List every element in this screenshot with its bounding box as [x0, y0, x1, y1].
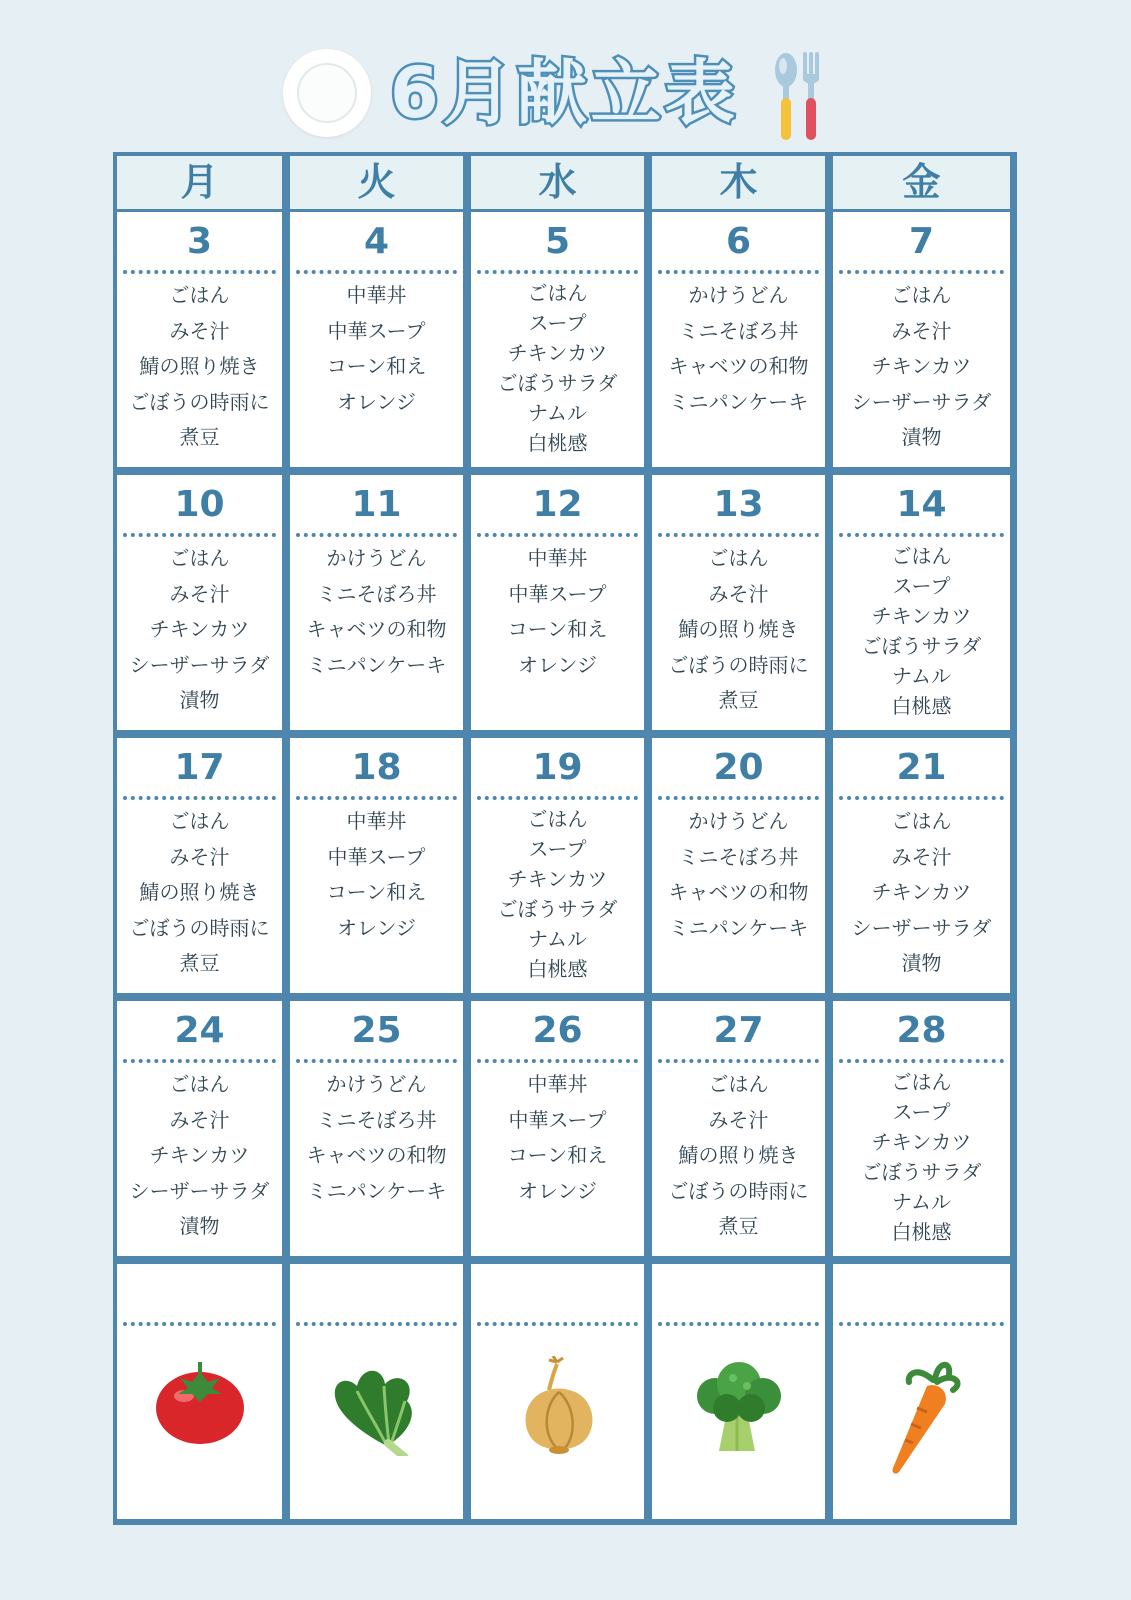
menu-item: 漬物	[179, 688, 220, 712]
page-title: 6月献立表	[390, 52, 739, 134]
menu-item: 中華丼	[527, 1072, 588, 1096]
vegetable-cell	[652, 1264, 825, 1519]
day-cell	[290, 738, 463, 993]
menu-item: 中華スープ	[508, 1107, 607, 1132]
menu-item: 煮豆	[179, 425, 220, 449]
dotted-divider	[477, 533, 638, 537]
dotted-divider	[839, 533, 1004, 537]
menu-item: みそ汁	[169, 318, 230, 343]
menu-item: シーザーサラダ	[129, 652, 270, 677]
menu-item: 鯖の照り焼き	[139, 880, 260, 904]
day-cell	[117, 475, 282, 730]
day-number: 6	[725, 221, 752, 262]
day-cell	[117, 738, 282, 993]
menu-list	[117, 1067, 282, 1256]
menu-item: かけうどん	[326, 1072, 427, 1096]
menu-item: ごぼうの時雨に	[129, 389, 270, 414]
menu-item: 白桃感	[891, 694, 952, 718]
menu-item: みそ汁	[891, 844, 952, 869]
menu-list	[290, 541, 463, 730]
menu-item: チキンカツ	[871, 1130, 972, 1154]
weekday-header-1: 月	[117, 156, 282, 209]
menu-item: 中華スープ	[327, 318, 426, 343]
menu-item: スープ	[892, 574, 951, 598]
menu-item: ナムル	[528, 927, 587, 951]
menu-item: みそ汁	[169, 1107, 230, 1132]
menu-item: ごぼうの時雨に	[668, 652, 809, 677]
dotted-divider	[658, 533, 819, 537]
menu-item: スープ	[528, 837, 587, 861]
dotted-divider	[658, 1322, 819, 1326]
header	[0, 40, 1131, 150]
dotted-divider	[658, 796, 819, 800]
menu-item: ごはん	[708, 546, 769, 570]
menu-item: ごぼうサラダ	[497, 371, 618, 395]
day-number: 12	[532, 484, 583, 525]
day-cell	[471, 212, 644, 467]
day-number: 18	[351, 747, 402, 788]
menu-item: ごぼうサラダ	[861, 1160, 982, 1184]
dotted-divider	[123, 796, 276, 800]
menu-item: ミニそぼろ丼	[316, 581, 437, 606]
day-number: 4	[363, 221, 390, 262]
menu-item: ミニパンケーキ	[668, 389, 809, 414]
menu-list	[290, 804, 463, 993]
menu-item: ごはん	[169, 1072, 230, 1096]
menu-item: チキンカツ	[871, 604, 972, 628]
dotted-divider	[296, 796, 457, 800]
menu-item: ごぼうの時雨に	[668, 1178, 809, 1203]
weekday-header-5: 金	[833, 156, 1010, 209]
day-number: 11	[351, 484, 402, 525]
day-number: 21	[896, 747, 947, 788]
menu-item: シーザーサラダ	[129, 1178, 270, 1203]
menu-item: 白桃感	[527, 957, 588, 981]
menu-item: スープ	[892, 1100, 951, 1124]
day-number: 25	[351, 1010, 402, 1051]
menu-item: チキンカツ	[149, 1143, 250, 1167]
menu-list	[117, 278, 282, 467]
menu-item: ごはん	[708, 1072, 769, 1096]
dotted-divider	[123, 1322, 276, 1326]
menu-item: 中華丼	[346, 283, 407, 307]
menu-item: ミニそぼろ丼	[316, 1107, 437, 1132]
menu-item: ミニそぼろ丼	[678, 844, 799, 869]
day-cell	[290, 212, 463, 467]
menu-list	[471, 541, 644, 730]
menu-list	[652, 541, 825, 730]
cutlery-icon	[770, 48, 830, 143]
menu-item: ごはん	[527, 807, 588, 831]
menu-item: ミニパンケーキ	[306, 1178, 447, 1203]
vegetable-cell	[290, 1264, 463, 1519]
dotted-divider	[296, 533, 457, 537]
day-cell	[652, 1001, 825, 1256]
dotted-divider	[477, 270, 638, 274]
menu-item: オレンジ	[518, 652, 597, 677]
day-number: 5	[544, 221, 571, 262]
menu-item: かけうどん	[326, 546, 427, 570]
weekday-header-row	[113, 152, 1017, 212]
dotted-divider	[296, 1059, 457, 1063]
menu-list	[117, 541, 282, 730]
menu-item: スープ	[528, 311, 587, 335]
menu-item: 白桃感	[891, 1220, 952, 1244]
menu-item: 煮豆	[718, 1214, 759, 1238]
dotted-divider	[296, 1322, 457, 1326]
menu-list	[833, 278, 1010, 467]
day-cell	[652, 475, 825, 730]
dotted-divider	[296, 270, 457, 274]
day-number: 20	[713, 747, 764, 788]
dotted-divider	[658, 270, 819, 274]
dotted-divider	[123, 533, 276, 537]
menu-item: みそ汁	[891, 318, 952, 343]
menu-item: 鯖の照り焼き	[678, 1143, 799, 1167]
weekday-header-4: 木	[652, 156, 825, 209]
menu-item: コーン和え	[507, 617, 608, 641]
menu-item: コーン和え	[507, 1143, 608, 1167]
weekday-header-3: 水	[471, 156, 644, 209]
day-cell	[652, 212, 825, 467]
carrot-icon	[877, 1356, 967, 1480]
menu-item: ナムル	[892, 664, 951, 688]
menu-item: 漬物	[179, 1214, 220, 1238]
vegetable-cell	[471, 1264, 644, 1519]
day-cell	[117, 1001, 282, 1256]
day-cell	[117, 212, 282, 467]
day-number: 14	[896, 484, 947, 525]
menu-item: チキンカツ	[871, 880, 972, 904]
menu-calendar	[113, 152, 1017, 1525]
menu-item: 鯖の照り焼き	[678, 617, 799, 641]
dotted-divider	[839, 270, 1004, 274]
dotted-divider	[477, 1059, 638, 1063]
menu-item: ミニそぼろ丼	[678, 318, 799, 343]
day-cell	[833, 212, 1010, 467]
day-cell	[833, 1001, 1010, 1256]
menu-item: ごはん	[891, 544, 952, 568]
menu-item: ナムル	[892, 1190, 951, 1214]
menu-item: キャベツの和物	[306, 1143, 447, 1167]
vegetable-cell	[117, 1264, 282, 1519]
menu-item: 中華丼	[527, 546, 588, 570]
menu-item: オレンジ	[337, 389, 416, 414]
menu-item: ごはん	[169, 546, 230, 570]
day-cell	[290, 1001, 463, 1256]
day-number: 10	[174, 484, 225, 525]
menu-item: みそ汁	[708, 1107, 769, 1132]
menu-item: ごぼうの時雨に	[129, 915, 270, 940]
day-cell	[833, 475, 1010, 730]
dotted-divider	[839, 796, 1004, 800]
menu-list	[833, 804, 1010, 993]
menu-item: シーザーサラダ	[851, 389, 992, 414]
menu-item: 煮豆	[179, 951, 220, 975]
menu-item: ごはん	[169, 809, 230, 833]
menu-item: みそ汁	[708, 581, 769, 606]
menu-item: 中華丼	[346, 809, 407, 833]
menu-item: 漬物	[901, 951, 942, 975]
day-number: 3	[186, 221, 213, 262]
menu-item: ごはん	[527, 281, 588, 305]
menu-item: チキンカツ	[507, 867, 608, 891]
menu-item: 煮豆	[718, 688, 759, 712]
day-number: 27	[713, 1010, 764, 1051]
day-cell	[471, 1001, 644, 1256]
day-number: 28	[896, 1010, 947, 1051]
dotted-divider	[658, 1059, 819, 1063]
menu-list	[471, 1067, 644, 1256]
menu-item: チキンカツ	[871, 354, 972, 378]
day-cell	[833, 738, 1010, 993]
dotted-divider	[839, 1059, 1004, 1063]
dotted-divider	[477, 796, 638, 800]
day-number: 26	[532, 1010, 583, 1051]
menu-item: コーン和え	[326, 880, 427, 904]
menu-item: ごはん	[891, 809, 952, 833]
menu-list	[290, 278, 463, 467]
menu-item: チキンカツ	[149, 617, 250, 641]
menu-item: 白桃感	[527, 431, 588, 455]
menu-list	[290, 1067, 463, 1256]
menu-item: ミニパンケーキ	[668, 915, 809, 940]
menu-item: かけうどん	[688, 283, 789, 307]
menu-item: 漬物	[901, 425, 942, 449]
menu-item: ミニパンケーキ	[306, 652, 447, 677]
dotted-divider	[477, 1322, 638, 1326]
menu-item: 中華スープ	[327, 844, 426, 869]
menu-item: かけうどん	[688, 809, 789, 833]
weekday-header-2: 火	[290, 156, 463, 209]
onion-icon	[513, 1356, 603, 1460]
day-cell	[471, 738, 644, 993]
menu-item: ごぼうサラダ	[497, 897, 618, 921]
day-number: 24	[174, 1010, 225, 1051]
menu-item: ごはん	[891, 283, 952, 307]
day-number: 13	[713, 484, 764, 525]
menu-list	[471, 804, 644, 993]
menu-item: ナムル	[528, 401, 587, 425]
menu-item: コーン和え	[326, 354, 427, 378]
menu-item: キャベツの和物	[668, 354, 809, 378]
day-number: 19	[532, 747, 583, 788]
menu-item: オレンジ	[518, 1178, 597, 1203]
menu-list	[117, 804, 282, 993]
vegetable-cell	[833, 1264, 1010, 1519]
broccoli-icon	[689, 1356, 789, 1460]
menu-item: チキンカツ	[507, 341, 608, 365]
tomato-icon	[152, 1356, 248, 1450]
menu-item: オレンジ	[337, 915, 416, 940]
menu-item: キャベツの和物	[668, 880, 809, 904]
menu-list	[652, 804, 825, 993]
spinach-icon	[327, 1356, 427, 1460]
menu-item: ごはん	[169, 283, 230, 307]
day-number: 17	[174, 747, 225, 788]
day-number: 7	[908, 221, 935, 262]
menu-list	[471, 278, 644, 467]
dotted-divider	[123, 270, 276, 274]
menu-item: キャベツの和物	[306, 617, 447, 641]
menu-item: シーザーサラダ	[851, 915, 992, 940]
menu-item: 鯖の照り焼き	[139, 354, 260, 378]
menu-item: ごはん	[891, 1070, 952, 1094]
menu-list	[833, 541, 1010, 730]
plate-icon	[283, 49, 371, 137]
menu-list	[833, 1067, 1010, 1256]
day-cell	[652, 738, 825, 993]
day-cell	[290, 475, 463, 730]
dotted-divider	[123, 1059, 276, 1063]
menu-item: ごぼうサラダ	[861, 634, 982, 658]
menu-item: 中華スープ	[508, 581, 607, 606]
menu-list	[652, 1067, 825, 1256]
day-cell	[471, 475, 644, 730]
menu-item: みそ汁	[169, 581, 230, 606]
menu-list	[652, 278, 825, 467]
dotted-divider	[839, 1322, 1004, 1326]
menu-item: みそ汁	[169, 844, 230, 869]
